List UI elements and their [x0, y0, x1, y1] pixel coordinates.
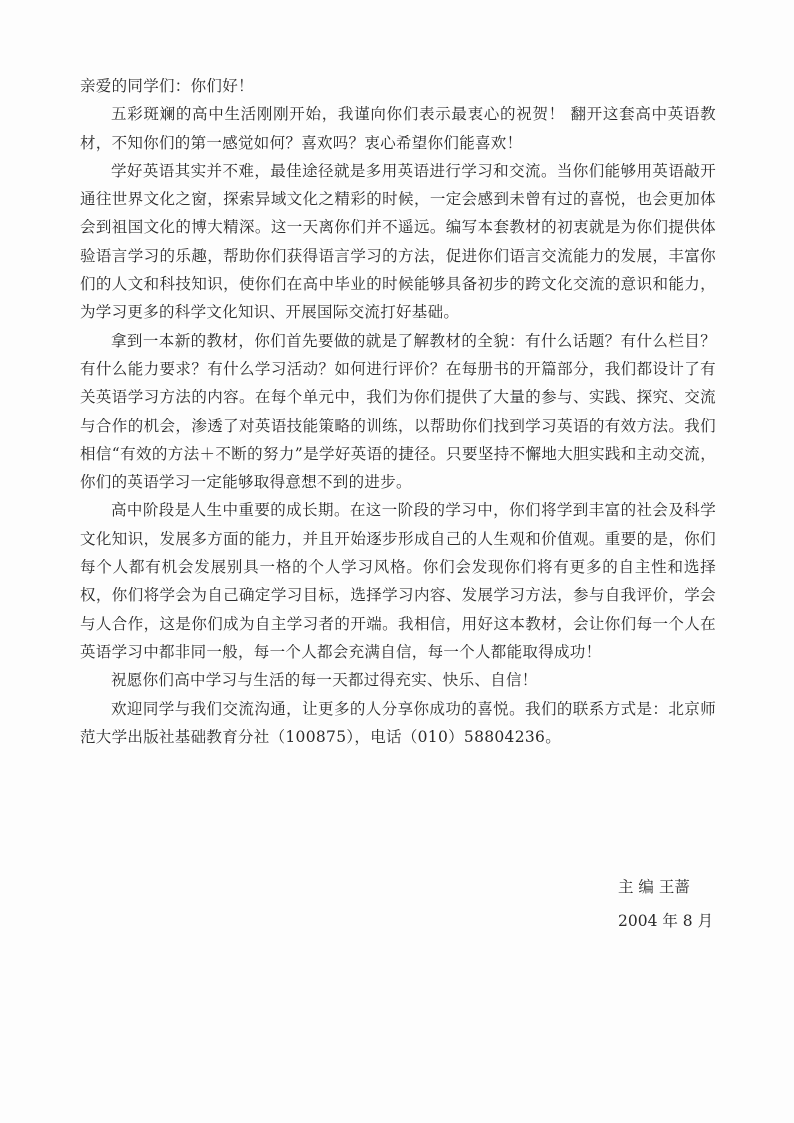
- preface-letter: [80, 72, 716, 751]
- paragraph-high-school-stage: 高中阶段是人生中重要的成长期。在这一阶段的学习中，你们将学到丰富的社会及科学文化知识，发展多方面的能力，并且开始逐步形成自己的人生观和价值观。重要的是，你们每个人都有机会发展别具一格的个人学习风格。你们会发现你们将有更多的自主性和选择权，你们将学会为自己确定学习目标，选择学习内容、发展学习方法，参与自我评价，学会与人合作，这是你们成为自主学习者的开端。我相信，用好这本教材，会让你们每一个人在英语学习中都非同一般，每一个人都会充满自信，每一个人都能取得成功！: [80, 501, 716, 661]
- signature-date: 2004 年 8 月: [618, 912, 714, 930]
- signature-block: [618, 870, 758, 938]
- paragraph-contact: 欢迎同学与我们交流沟通，让更多的人分享你成功的喜悦。我们的联系方式是：北京师范大学出版社基础教育分社（100875），电话（010）58804236。: [80, 699, 716, 746]
- paragraph-learning-english: 学好英语其实并不难，最佳途径就是多用英语进行学习和交流。当你们能够用英语敲开通往世界文化之窗，探索异域文化之精彩的时候，一定会感到未曾有过的喜悦，也会更加体会到祖国文化的博大精深。这一天离你们并不遥远。编写本套教材的初衷就是为你们提供体验语言学习的乐趣，帮助你们获得语言学习的方法，促进你们语言交流能力的发展，丰富你们的人文和科技知识，使你们在高中毕业的时候能够具备初步的跨文化交流的意识和能力，为学习更多的科学文化知识、开展国际交流打好基础。: [80, 161, 716, 322]
- greeting: 亲爱的同学们：你们好！: [80, 77, 254, 95]
- paragraph-textbook-overview: 拿到一本新的教材，你们首先要做的就是了解教材的全貌：有什么话题？有什么栏目？有什么能力要求？有什么学习活动？如何进行评价？在每册书的开篇部分，我们都设计了有关英语学习方法的内容。在每个单元中，我们为你们提供了大量的参与、实践、探究、交流与合作的机会，渗透了对英语技能策略的训练，以帮助你们找到学习英语的有效方法。我们相信“有效的方法＋不断的努力”是学好英语的捷径。只要坚持不懈地大胆实践和主动交流，你们的英语学习一定能够取得意想不到的进步。: [80, 331, 716, 492]
- paragraph-wishes: 祝愿你们高中学习与生活的每一天都过得充实、快乐、自信！: [111, 671, 538, 690]
- chief-editor: 主 编 王蔷: [618, 878, 690, 896]
- paragraph-congratulations: 五彩斑斓的高中生活刚刚开始，我谨向你们表示最衷心的祝贺！ 翻开这套高中英语教材，不知你们的第一感觉如何？喜欢吗？衷心希望你们能喜欢！: [80, 105, 716, 152]
